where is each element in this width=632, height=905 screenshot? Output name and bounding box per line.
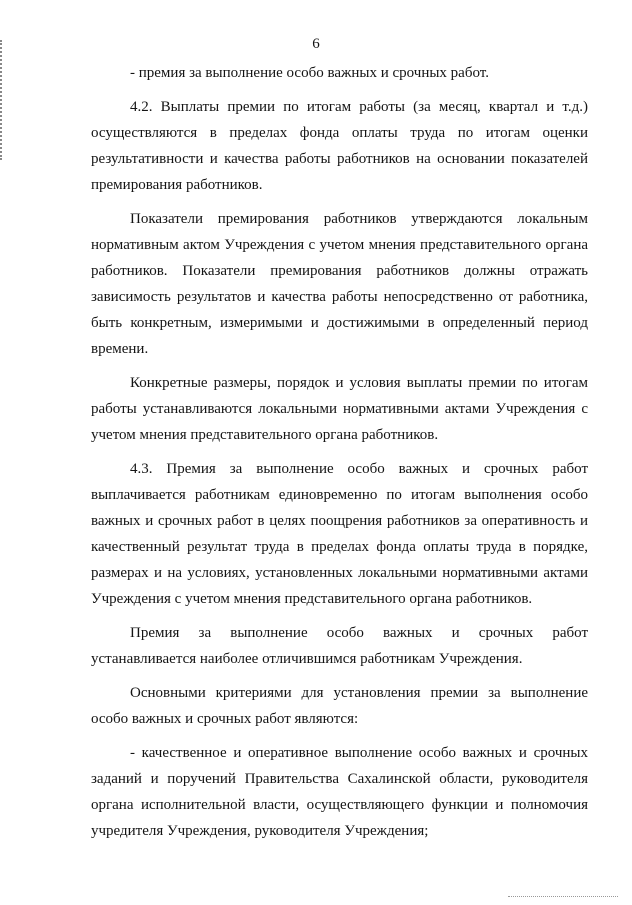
scan-edge-marks — [0, 40, 5, 160]
paragraph-bonus-indicators: Показатели премирования работников утверждаются локальным нормативным актом Учреждения с учетом мнения представительного органа работников. Показатели премирования работников должны отражать зависимость результатов и качества работы непосредственно от работника, быть конкретным, измеримыми и достижимыми в определенный период времени. — [91, 211, 588, 357]
paragraph-bonus-urgent-item: - премия за выполнение особо важных и срочных работ. — [130, 65, 489, 81]
paragraph-criteria-item-1: - качественное и оперативное выполнение особо важных и срочных заданий и поручений Правительства Сахалинской области, руководителя органа исполнительной власти, осуществляющего функции и полномочия учредителя Учреждения, руководителя Учреждения; — [91, 745, 588, 839]
paragraph-bonus-amounts: Конкретные размеры, порядок и условия выплаты премии по итогам работы устанавливаются локальными нормативными актами Учреждения с учетом мнения представительного органа работников. — [91, 375, 588, 443]
document-body — [91, 60, 588, 844]
paragraph-4-2: 4.2. Выплаты премии по итогам работы (за месяц, квартал и т.д.) осуществляются в пределах фонда оплаты труда по итогам оценки результативности и качества работы работников на основании показателей премирования работников. — [91, 99, 588, 193]
paragraph-bonus-distinguished: Премия за выполнение особо важных и срочных работ устанавливается наиболее отличившимся работникам Учреждения. — [91, 625, 588, 667]
page-number: 6 — [312, 36, 320, 52]
paragraph-4-3: 4.3. Премия за выполнение особо важных и срочных работ выплачивается работникам единовременно по итогам выполнения особо важных и срочных работ в целях поощрения работников за оперативность и качественный результат труда в пределах фонда оплаты труда в порядке, размерах и на условиях, установленных локальными нормативными актами Учреждения с учетом мнения представительного органа работников. — [91, 461, 588, 607]
scan-corner-line — [508, 896, 618, 897]
paragraph-main-criteria: Основными критериями для установления премии за выполнение особо важных и срочных работ являются: — [91, 685, 588, 727]
